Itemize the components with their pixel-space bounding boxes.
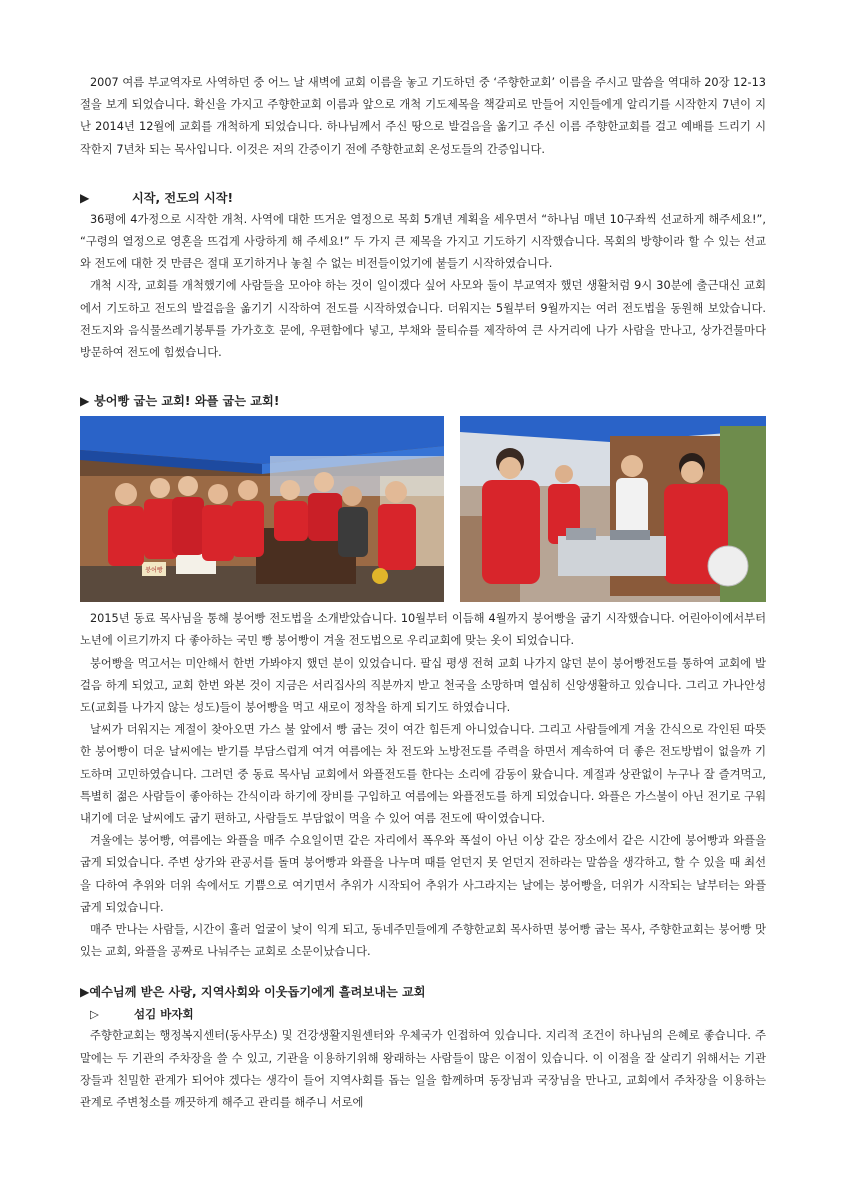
section-title: 예수님께 받은 사랑, 지역사회와 이웃돕기에게 흘려보내는 교회 (89, 985, 426, 1000)
outline-triangle-icon: ▷ (90, 1007, 99, 1022)
paragraph: 매주 만나는 사람들, 시간이 흘러 얼굴이 낯이 익게 되고, 동네주민들에게 주향한교회 목사하면 붕어빵 굽는 목사, 주향한교회는 붕어빵 맛있는 교회, 와플을 공짜로 나눠주는 교회로 소문이났습니다. (80, 923, 766, 959)
subsection-title: 섬김 바자회 (134, 1007, 194, 1022)
section-title: 붕어빵 굽는 교회! 와플 굽는 교회! (94, 394, 280, 409)
photo-group-outreach-image (80, 416, 444, 602)
section-heading-start (80, 187, 766, 209)
intro-paragraph: 2007 여름 부교역자로 사역하던 중 어느 날 새벽에 교회 이름을 놓고 기도하던 중 ‘주향한교회’ 이름을 주시고 말씀을 역대하 20장 12-13절을 보게 되었습니다. 확신을 가지고 주향한교회 이름과 앞으로 개척 기도제목을 책갈피로 만들어 지인들에게 알리기를 시작한지 7년이 지난 2014년 12월에 교회를 개척하게 되었습니다. 하나님께서 주신 땅으로 발걸음을 옮기고 주신 이름 주향한교회를 걸고 예배를 드리기 시작한지 7년차 되는 목사입니다. 이것은 저의 간증이기 전에 주향한교회 온성도들의 간증입니다. (80, 76, 766, 156)
paragraph: 날씨가 더워지는 계절이 찾아오면 가스 불 앞에서 빵 굽는 것이 여간 힘든게 아니었습니다. 그리고 사람들에게 겨울 간식으로 각인된 따뜻한 붕어빵이 더운 날씨에는 받기를 부담스럽게 여겨 여름에는 차 전도와 노방전도를 주력을 하면서 계속하여 더 좋은 전도방법이 없을까 기도하며 고민하였습니다. 그러던 중 동료 목사님 교회에서 와플전도를 한다는 소리에 감동이 왔습니다. 계절과 상관없이 누구나 잘 즐겨먹고, 특별히 젊은 사람들이 좋아하는 간식이라 하기에 장비를 구입하고 여름에는 와플전도를 하게 되었습니다. 와플은 가스불이 아닌 전기로 구워내기에 더운 날씨에도 굽기 편하고, 사람들도 부담없이 먹을 수 있어 여름 전도에 딱이였습니다. (80, 723, 766, 826)
photo-baking-stall (460, 416, 766, 602)
triangle-marker-icon: ▶ (80, 985, 90, 1000)
section-heading-bungeoppang (80, 390, 766, 412)
paragraph: 붕어빵을 먹고서는 미안해서 한번 가봐야지 했던 분이 있었습니다. 팔십 평생 전혀 교회 나가지 않던 분이 붕어빵전도를 통하여 교회에 발걸음 하게 되었고, 교회 한번 와본 것이 지금은 서리집사의 직분까지 받고 천국을 소망하며 열심히 신앙생활하고 있습니다. 그리고 가나안성도(교회를 나가지 않는 성도)들이 붕어빵을 먹고 새로이 정착을 하게 되기도 하였습니다. (80, 656, 766, 715)
triangle-marker-icon: ▶ (80, 394, 90, 409)
photo-row (80, 416, 766, 602)
paragraph: 주향한교회는 행정복지센터(동사무소) 및 건강생활지원센터와 우체국가 인접하여 있습니다. 지리적 조건이 하나님의 은혜로 좋습니다. 주말에는 두 기관의 주차장을 쓸 수 있고, 기관을 이용하기위해 왕래하는 사람들이 많은 이점이 있습니다. 이 이점을 잘 살리기 위해서는 기관장들과 친밀한 관계가 되어야 겠다는 생각이 들어 지역사회를 돕는 일을 함께하며 동장님과 국장님을 만나고, 교회에서 주차장을 이용하는 관계로 주변청소를 깨끗하게 해주고 관리를 해주니 서로에 (80, 1029, 766, 1110)
paragraph: 36평에 4가정으로 시작한 개척. 사역에 대한 뜨거운 열정으로 목회 5개년 계획을 세우면서 “하나님 매년 10구좌씩 선교하게 해주세요!”, “구령의 열정으로 영혼을 뜨겁게 사랑하게 해 주세요!” 두 가지 큰 제목을 가지고 기도하기 시작했습니다. 목회의 방향이라 할 수 있는 선교와 전도에 대한 것 만큼은 절대 포기하거나 놓칠 수 없는 비전들이었기에 붙들기 시작하였습니다. (80, 212, 766, 271)
photo-baking-stall-image (460, 416, 766, 602)
section-title: 시작, 전도의 시작! (132, 190, 234, 205)
section-heading-community (80, 981, 766, 1003)
paragraph: 2015년 동료 목사님을 통해 붕어빵 전도법을 소개받았습니다. 10월부터 이듬해 4월까지 붕어빵을 굽기 시작했습니다. 어린아이에서부터 노년에 이르기까지 다 좋아하는 국민 빵 붕어빵이 겨울 전도법으로 우리교회에 맞는 옷이 되었습니다. (80, 612, 766, 648)
paragraph: 개척 시작, 교회를 개척했기에 사람들을 모아야 하는 것이 일이겠다 싶어 사모와 둘이 부교역자 했던 생활처럼 9시 30분에 출근대신 교회에서 기도하고 전도의 발걸음을 옮기기 시작하여 전도를 시작하였습니다. 더워지는 5월부터 9월까지는 여러 전도법을 동원해 보았습니다. 전도지와 음식물쓰레기봉투를 가가호호 문에, 우편함에다 넣고, 부채와 물티슈를 제작하여 큰 사거리에 나가 사람을 만나고, 상가건물마다 방문하여 전도에 힘썼습니다. (80, 279, 766, 360)
triangle-marker-icon: ▶ (80, 190, 90, 205)
subsection-heading-bazaar (90, 1003, 766, 1025)
sign-text: 붕어빵 (145, 567, 163, 575)
photo-group-outreach (80, 416, 444, 602)
paragraph: 겨울에는 붕어빵, 여름에는 와플을 매주 수요일이면 같은 자리에서 폭우와 폭설이 아닌 이상 같은 장소에서 같은 시간에 붕어빵과 와플을 굽게 되었습니다. 주변 상가와 관공서를 돌며 붕어빵과 와플을 나누며 때를 얻던지 못 얻던지 전하라는 말씀을 생각하고, 할 수 있을 때 최선을 다하여 추위와 더위 속에서도 기쁨으로 여기면서 추위가 시작되어 추위가 사그라지는 날에는 붕어빵을, 더위가 시작되는 날부터는 와플 굽게 되었습니다. (80, 834, 766, 914)
document-page (80, 72, 766, 1114)
